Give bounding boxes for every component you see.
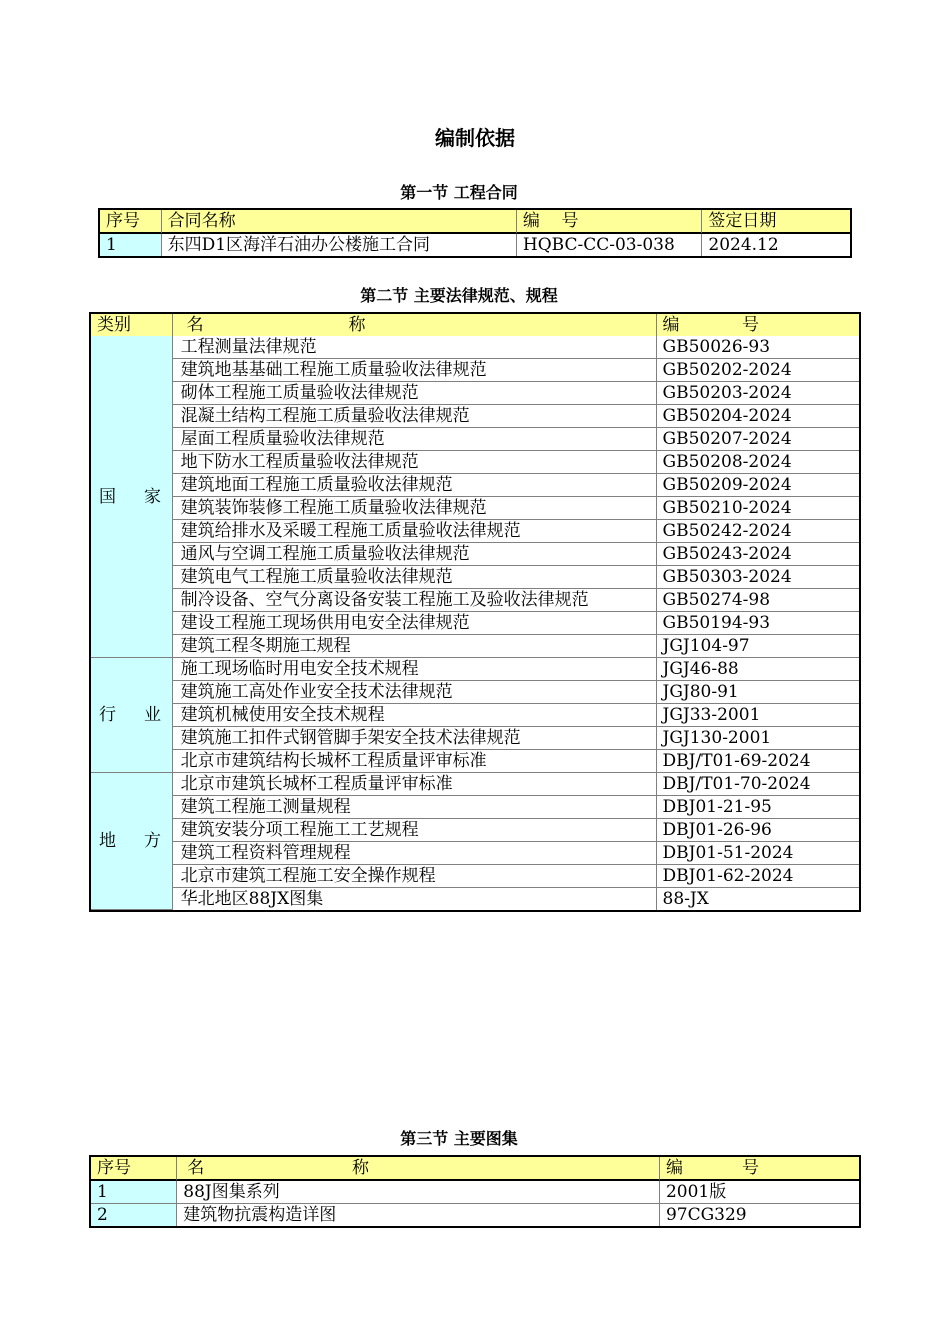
header-name-part1: 名 — [186, 315, 204, 335]
category-char: 家 — [144, 486, 161, 507]
regulation-name: 建筑电气工程施工质量验收法律规范 — [173, 566, 657, 589]
regulation-name: 屋面工程质量验收法律规范 — [173, 428, 657, 451]
header-cell: 编 号 — [517, 210, 702, 234]
regulation-number: DBJ01-21-95 — [657, 796, 859, 819]
document-title: 编制依据 — [435, 126, 515, 150]
regulation-number: GB50207-2024 — [657, 428, 859, 451]
regulation-number: GB50204-2024 — [657, 405, 859, 428]
regulation-name: 建筑施工扣件式钢管脚手架安全技术法律规范 — [173, 727, 657, 750]
table-row — [91, 497, 859, 520]
regulation-name: 华北地区88JX图集 — [173, 888, 657, 910]
header-cell: 类别 — [91, 314, 173, 336]
regulation-number: GB50303-2024 — [657, 566, 859, 589]
header-number-part1: 编 — [665, 1158, 683, 1178]
header-name-part2: 称 — [351, 1158, 369, 1178]
regulation-name: 制冷设备、空气分离设备安装工程施工及验收法律规范 — [173, 589, 657, 612]
table-row — [91, 382, 859, 405]
regulation-number: GB50203-2024 — [657, 382, 859, 405]
section3-heading: 第三节 主要图集 — [400, 1129, 518, 1148]
regulation-number: DBJ/T01-70-2024 — [657, 773, 859, 796]
header-name-part1: 名 — [187, 1158, 205, 1178]
table-row — [91, 681, 859, 704]
regulations-header-row — [91, 314, 859, 336]
regulation-name: 建设工程施工现场供用电安全法律规范 — [173, 612, 657, 635]
table-row — [91, 865, 859, 888]
regulation-number: GB50243-2024 — [657, 543, 859, 566]
regulation-name: 建筑机械使用安全技术规程 — [173, 704, 657, 727]
atlas-number: 97CG329 — [665, 1205, 747, 1225]
regulation-number: GB50210-2024 — [657, 497, 859, 520]
regulations-table — [89, 312, 861, 912]
atlas-index: 2 — [91, 1204, 177, 1226]
regulation-number: JGJ130-2001 — [657, 727, 859, 750]
regulation-number: JGJ33-2001 — [657, 704, 859, 727]
regulation-name: 建筑地面工程施工质量验收法律规范 — [173, 474, 657, 497]
regulation-name: 建筑施工高处作业安全技术法律规范 — [173, 681, 657, 704]
regulation-number: GB50274-98 — [657, 589, 859, 612]
regulation-number: GB50026-93 — [657, 336, 859, 359]
table-row — [91, 474, 859, 497]
table-row — [91, 842, 859, 865]
header-cell — [177, 1157, 660, 1181]
table-row — [91, 773, 859, 796]
atlas-name: 88J图集系列 — [177, 1181, 660, 1204]
header-cell: 签定日期 — [702, 210, 850, 234]
regulation-number: DBJ01-62-2024 — [657, 865, 859, 888]
table-row — [91, 359, 859, 382]
regulation-name: 建筑给排水及采暖工程施工质量验收法律规范 — [173, 520, 657, 543]
table-row — [91, 543, 859, 566]
table-row — [91, 589, 859, 612]
regulation-name: 通风与空调工程施工质量验收法律规范 — [173, 543, 657, 566]
contract-name: 东四D1区海洋石油办公楼施工合同 — [162, 234, 517, 256]
regulation-number: GB50208-2024 — [657, 451, 859, 474]
header-cell: 合同名称 — [162, 210, 517, 234]
contract-index: 1 — [100, 234, 162, 256]
header-cell: 序号 — [91, 1157, 177, 1181]
section2-heading: 第二节 主要法律规范、规程 — [360, 286, 558, 305]
table-row — [91, 704, 859, 727]
regulation-name: 北京市建筑工程施工安全操作规程 — [173, 865, 657, 888]
header-number-part1: 编 — [662, 315, 680, 335]
regulation-number: JGJ80-91 — [657, 681, 859, 704]
regulation-name: 建筑工程冬期施工规程 — [173, 635, 657, 658]
table-row — [91, 612, 859, 635]
header-cell — [657, 314, 859, 336]
table-row — [91, 1181, 859, 1204]
category-cell — [91, 336, 173, 658]
table-row — [91, 727, 859, 750]
regulation-name: 施工现场临时用电安全技术规程 — [173, 658, 657, 681]
table-row — [91, 750, 859, 773]
section1-heading: 第一节 工程合同 — [400, 183, 518, 202]
regulation-number: 88-JX — [662, 889, 709, 909]
table-row — [91, 796, 859, 819]
regulation-name: 建筑工程资料管理规程 — [173, 842, 657, 865]
category-char: 方 — [144, 831, 161, 851]
regulation-number: GB50194-93 — [657, 612, 859, 635]
regulation-number: GB50202-2024 — [657, 359, 859, 382]
category-char: 地 — [99, 831, 116, 851]
header-cell: 序号 — [100, 210, 162, 234]
regulation-number: DBJ01-26-96 — [657, 819, 859, 842]
atlas-table — [89, 1155, 861, 1228]
regulation-number: GB50209-2024 — [657, 474, 859, 497]
regulation-number: DBJ/T01-69-2024 — [657, 750, 859, 773]
contract-number: HQBC-CC-03-038 — [517, 234, 702, 256]
table-row — [91, 819, 859, 842]
table-row — [91, 1204, 859, 1226]
table-row — [91, 658, 859, 681]
regulation-name: 地下防水工程质量验收法律规范 — [173, 451, 657, 474]
table-row — [91, 566, 859, 589]
atlas-name: 建筑物抗震构造详图 — [177, 1204, 660, 1226]
table-row — [91, 635, 859, 658]
regulation-number: GB50242-2024 — [657, 520, 859, 543]
regulation-name: 北京市建筑长城杯工程质量评审标准 — [173, 773, 657, 796]
regulation-name: 北京市建筑结构长城杯工程质量评审标准 — [173, 750, 657, 773]
table-row — [91, 451, 859, 474]
table-row — [91, 888, 859, 910]
regulation-name: 建筑地基基础工程施工质量验收法律规范 — [173, 359, 657, 382]
category-cell — [91, 773, 173, 910]
regulation-name: 建筑安装分项工程施工工艺规程 — [173, 819, 657, 842]
contract-header-row — [100, 210, 850, 234]
header-cell — [660, 1157, 859, 1181]
contract-table — [98, 208, 852, 258]
regulation-name: 建筑装饰装修工程施工质量验收法律规范 — [173, 497, 657, 520]
header-name-part2: 称 — [348, 315, 366, 335]
category-char: 行 — [99, 705, 116, 725]
contract-date: 2024.12 — [708, 235, 779, 255]
regulation-number: JGJ104-97 — [657, 635, 859, 658]
header-cell — [173, 314, 657, 336]
header-number-part2: 号 — [742, 1158, 759, 1178]
regulation-name: 工程测量法律规范 — [173, 336, 657, 359]
category-char: 国 — [99, 486, 116, 507]
regulation-name: 建筑工程施工测量规程 — [173, 796, 657, 819]
atlas-header-row — [91, 1157, 859, 1181]
atlas-index: 1 — [91, 1181, 177, 1204]
table-row — [91, 405, 859, 428]
table-row — [91, 520, 859, 543]
category-char: 业 — [144, 705, 161, 725]
table-row — [91, 428, 859, 451]
regulation-number: DBJ01-51-2024 — [657, 842, 859, 865]
regulation-number: JGJ46-88 — [657, 658, 859, 681]
header-number-part2: 号 — [742, 315, 759, 335]
atlas-number: 2001版 — [660, 1181, 859, 1204]
regulation-name: 砌体工程施工质量验收法律规范 — [173, 382, 657, 405]
table-row — [100, 234, 850, 256]
category-cell — [91, 658, 173, 773]
table-row — [91, 336, 859, 359]
regulation-name: 混凝土结构工程施工质量验收法律规范 — [173, 405, 657, 428]
